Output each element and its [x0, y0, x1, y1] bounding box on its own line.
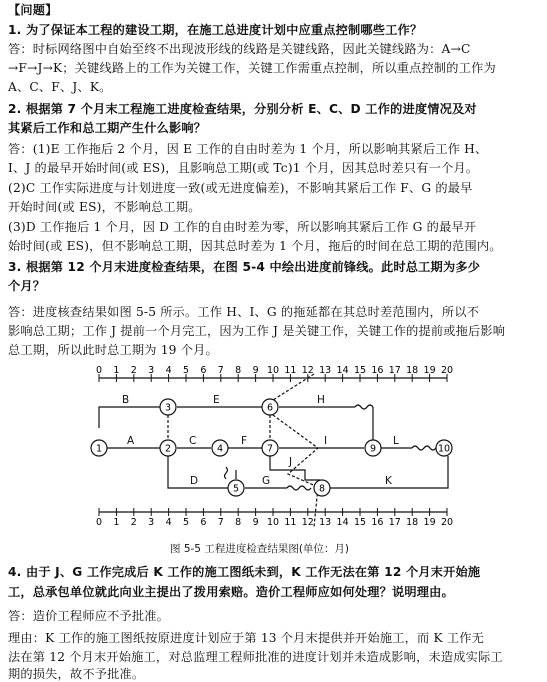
axis-tick-label: 2 [130, 365, 137, 376]
axis-tick-label: 14 [336, 517, 349, 528]
axis-tick-label: 6 [200, 365, 207, 376]
node-label: 4 [216, 443, 224, 455]
activity-g-label: G [262, 475, 271, 487]
axis-tick-label: 16 [371, 517, 384, 528]
edge-h-wave [355, 405, 373, 409]
question-3-line-1: 3. 根据第 12 个月末进度检查结果，在图 5-4 中绘出进度前锋线。此时总工期为多少 [8, 260, 481, 274]
answer-3-line-1: 答：进度核查结果如图 5-5 所示。工作 H、I、G 的拖延都在其总时差范围内，所以不 [8, 305, 480, 319]
activity-a-label: A [127, 435, 135, 447]
reason-line-2: 法在第 12 个月末开始施工，对总监理工程师批准的进度计划并未造成影响，未造成实际工 [8, 650, 503, 664]
node-label: 9 [369, 443, 377, 455]
activity-j-label: J [289, 456, 293, 468]
answer-1-line-1: 答：时标网络图中自始至终不出现波形线的线路是关键线路，因此关键线路为：A→C [8, 42, 471, 56]
axis-tick-label: 10 [266, 517, 280, 528]
question-2-line-2: 其紧后工作和总工期产生什么影响？ [8, 121, 207, 135]
axis-tick-label: 8 [235, 517, 242, 528]
activity-k-label: K [385, 475, 392, 487]
node-label: 1 [95, 443, 103, 455]
edge-l-wave [412, 446, 436, 450]
question-1: 1. 为了保证本工程的建设工期，在施工总进度计划中应重点控制哪些工作？ [8, 23, 423, 37]
axis-tick-label: 7 [217, 365, 224, 376]
activity-c-label: C [189, 435, 197, 447]
answer-2-line-2: I、J 的最早开始时间(或 ES)，且影响总工期(或 Tc)1 个月，因其总时差只有一个月。 [8, 161, 479, 175]
axis-tick-label: 16 [371, 365, 384, 376]
axis-tick-label: 12 [301, 517, 314, 528]
answer-1-line-3: A、C、F、J、K。 [8, 80, 112, 94]
axis-tick-label: 18 [406, 365, 419, 376]
activity-f-label: F [241, 435, 248, 447]
axis-tick-label: 3 [148, 517, 155, 528]
activity-e-label: E [213, 394, 220, 406]
axis-tick-label: 4 [165, 517, 172, 528]
axis-tick-label: 10 [266, 365, 280, 376]
axis-tick-label: 5 [182, 517, 190, 528]
axis-tick-label: 20 [440, 517, 454, 528]
activity-h-label: H [317, 394, 325, 406]
axis-tick-label: 9 [252, 365, 259, 376]
axis-tick-label: 1 [113, 365, 120, 376]
activity-d-label: D [190, 475, 199, 487]
node-label: 10 [437, 443, 451, 455]
axis-tick-label: 19 [423, 517, 436, 528]
question-4-line-1: 4. 由于 J、G 工作完成后 K 工作的施工图纸未到，K 工作无法在第 12 个月末开始施 [8, 565, 481, 579]
activity-l-label: L [393, 435, 399, 447]
axis-tick-label: 18 [406, 517, 419, 528]
node-label: 3 [164, 402, 172, 414]
answer-2-line-6: 始时间(或 ES)，但不影响总工期，因其总时差为 1 个月，拖后的时间在总工期的范围内。 [8, 239, 502, 253]
node-label: 2 [164, 443, 172, 455]
edge-g-wave [287, 486, 311, 490]
answer-3-line-3: 总工期，所以此时总工期为 19 个月。 [8, 343, 218, 357]
top-axis [96, 365, 453, 382]
axis-tick-label: 17 [388, 365, 401, 376]
axis-tick-label: 11 [284, 365, 297, 376]
axis-tick-label: 20 [440, 365, 454, 376]
answer-2-line-3: (2)C 工作实际进度与计划进度一致(或无进度偏差)，不影响其紧后工作 F、G 的最早 [8, 181, 473, 195]
axis-tick-label: 5 [182, 365, 190, 376]
question-4-line-2: 工，总承包单位就此向业主提出了拨用索赔。造价工程师应如何处理？说明理由。 [8, 585, 454, 599]
axis-tick-label: 8 [235, 365, 242, 376]
activity-i-label: I [324, 435, 328, 447]
axis-tick-label: 11 [284, 517, 297, 528]
axis-tick-label: 9 [252, 517, 259, 528]
axis-tick-label: 6 [200, 517, 207, 528]
answer-2-line-4: 开始时间(或 ES)，不影响总工期。 [8, 200, 201, 214]
axis-tick-label: 2 [130, 517, 137, 528]
axis-tick-label: 1 [113, 517, 120, 528]
answer-4: 答：造价工程师应不予批准。 [8, 609, 170, 623]
reason-line-3: 期的损失，故不予批准。 [8, 667, 145, 681]
reason-line-1: 理由：K 工作的施工图纸按原进度计划应于第 13 个月末提供并开始施工，而 K 工作无 [8, 631, 485, 645]
axis-tick-label: 19 [423, 365, 436, 376]
edge-b [99, 407, 160, 428]
axis-tick-label: 0 [95, 365, 103, 376]
question-3-line-2: 个月？ [8, 279, 46, 293]
activity-b-label: B [122, 394, 130, 406]
axis-tick-label: 14 [336, 365, 349, 376]
bottom-axis [96, 508, 453, 528]
answer-3-line-2: 影响总工期；工作 J 提前一个月完工，因为工作 J 是关键工作，关键工作的提前或拖后影响 [8, 324, 506, 338]
edge-d-wave [225, 467, 228, 479]
axis-tick-label: 13 [319, 365, 332, 376]
axis-tick-label: 15 [353, 517, 367, 528]
axis-tick-label: 17 [388, 517, 401, 528]
question-2-line-1: 2. 根据第 7 个月末工程施工进度检查结果，分别分析 E、C、D 工作的进度情况及对 [8, 102, 477, 116]
axis-tick-label: 13 [319, 517, 332, 528]
axis-tick-label: 7 [217, 517, 224, 528]
axis-tick-label: 15 [353, 365, 367, 376]
node-label: 8 [318, 483, 326, 495]
axis-tick-label: 12 [301, 365, 314, 376]
node-label: 6 [266, 402, 274, 414]
answer-2-line-1: 答：(1)E 工作拖后 2 个月，因 E 工作的自由时差为 1 个月，所以影响其紧后工作 H、 [8, 142, 488, 156]
node-label: 7 [266, 443, 274, 455]
axis-tick-label: 0 [95, 517, 103, 528]
axis-tick-label: 3 [148, 365, 155, 376]
section-heading: 【问题】 [8, 3, 58, 17]
figure-caption: 图 5-5 工程进度检查结果图(单位：月) [170, 543, 350, 555]
answer-1-line-2: →F→J→K；关键线路上的工作为关键工作，关键工作需重点控制，所以重点控制的工作为 [8, 61, 496, 75]
progress-figure [0, 362, 547, 562]
answer-2-line-5: (3)D 工作拖后 1 个月，因 D 工作的自由时差为零，所以影响其紧后工作 G 的最早开 [8, 220, 477, 234]
axis-tick-label: 4 [165, 365, 172, 376]
node-label: 5 [232, 483, 240, 495]
